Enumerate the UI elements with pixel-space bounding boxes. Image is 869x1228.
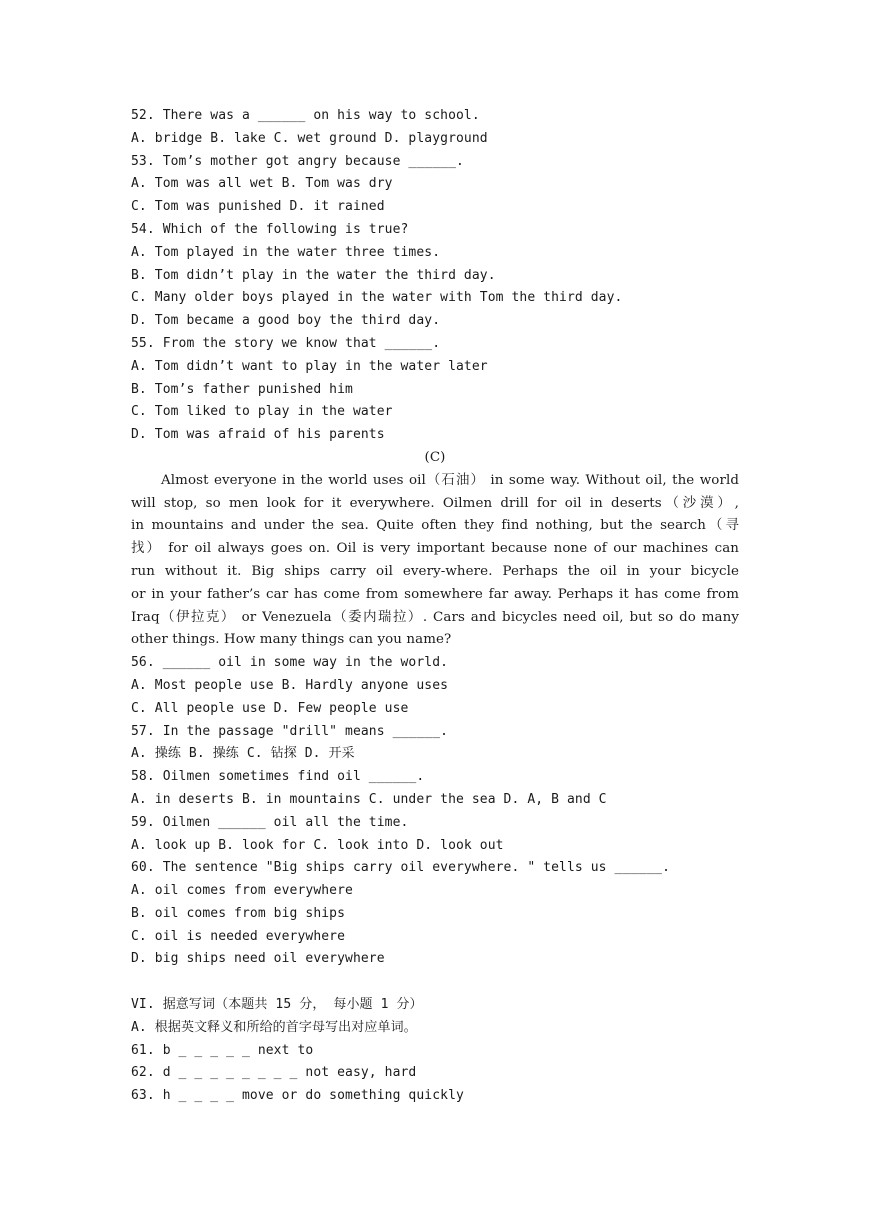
q59-stem: 59. Oilmen ______ oil all the time. [131, 814, 409, 830]
passage-line: run without it. Big ships carry oil every-where. Perhaps the oil in your bicycle [131, 563, 739, 579]
section-6-title: VI. 据意写词（本题共 15 分， 每小题 1 分） [131, 997, 423, 1013]
passage-line: or in your father’s car has come from somewhere far away. Perhaps it has come from [131, 586, 739, 602]
q57-options: A. 操练 B. 操练 C. 钻探 D. 开采 [131, 746, 355, 762]
q58-options: A. in deserts B. in mountains C. under the sea D. A, B and C [131, 791, 607, 807]
passage-line: 找） for oil always goes on. Oil is very important because none of our machines can [131, 541, 739, 557]
q54-option-b: B. Tom didn’t play in the water the third day. [131, 267, 496, 283]
passage-line: Iraq（伊拉克） or Venezuela（委内瑞拉）. Cars and bicycles need oil, but so do many [131, 609, 739, 625]
q53-options-2: C. Tom was punished D. it rained [131, 199, 385, 215]
q54-option-c: C. Many older boys played in the water with Tom the third day. [131, 290, 623, 306]
section-6-instruction: A. 根据英文释义和所给的首字母写出对应单词。 [131, 1019, 417, 1035]
q53-options-1: A. Tom was all wet B. Tom was dry [131, 176, 393, 192]
q55-option-c: C. Tom liked to play in the water [131, 404, 393, 420]
section-spacer [131, 971, 739, 994]
passage-heading: (C) [424, 449, 446, 465]
exam-page [131, 105, 739, 1108]
q56-options-1: A. Most people use B. Hardly anyone uses [131, 677, 449, 693]
q53-stem: 53. Tom’s mother got angry because ______. [131, 153, 464, 169]
q60-option-a: A. oil comes from everywhere [131, 883, 353, 899]
q60-option-b: B. oil comes from big ships [131, 905, 346, 921]
q52-options: A. bridge B. lake C. wet ground D. playground [131, 130, 488, 146]
q59-options: A. look up B. look for C. look into D. look out [131, 837, 504, 853]
q55-option-b: B. Tom’s father punished him [131, 381, 353, 397]
q56-stem: 56. ______ oil in some way in the world. [131, 655, 449, 671]
q54-option-d: D. Tom became a good boy the third day. [131, 313, 441, 329]
passage-line: in mountains and under the sea. Quite often they find nothing, but the search（寻 [131, 518, 739, 534]
q54-option-a: A. Tom played in the water three times. [131, 244, 441, 260]
passage-line: other things. How many things can you name? [131, 632, 452, 648]
q56-options-2: C. All people use D. Few people use [131, 700, 409, 716]
q58-stem: 58. Oilmen sometimes find oil ______. [131, 769, 425, 785]
q52-stem: 52. There was a ______ on his way to school. [131, 108, 480, 123]
q55-option-a: A. Tom didn’t want to play in the water later [131, 358, 488, 374]
q60-stem: 60. The sentence "Big ships carry oil everywhere. " tells us ______. [131, 860, 671, 876]
q60-option-c: C. oil is needed everywhere [131, 928, 346, 944]
passage-c-text [131, 470, 739, 652]
q54-stem: 54. Which of the following is true? [131, 221, 409, 237]
q55-option-d: D. Tom was afraid of his parents [131, 427, 385, 443]
q60-option-d: D. big ships need oil everywhere [131, 951, 385, 967]
q57-stem: 57. In the passage "drill" means ______. [131, 723, 449, 739]
q62: 62. d _ _ _ _ _ _ _ _ not easy, hard [131, 1065, 417, 1081]
q61: 61. b _ _ _ _ _ next to [131, 1042, 314, 1058]
q63: 63. h _ _ _ _ move or do something quickly [131, 1088, 464, 1104]
q55-stem: 55. From the story we know that ______. [131, 335, 441, 351]
passage-line: Almost everyone in the world uses oil（石油） in some way. Without oil, the world [161, 472, 739, 488]
passage-line: will stop, so men look for it everywhere. Oilmen drill for oil in deserts（沙漠）, [131, 495, 739, 511]
